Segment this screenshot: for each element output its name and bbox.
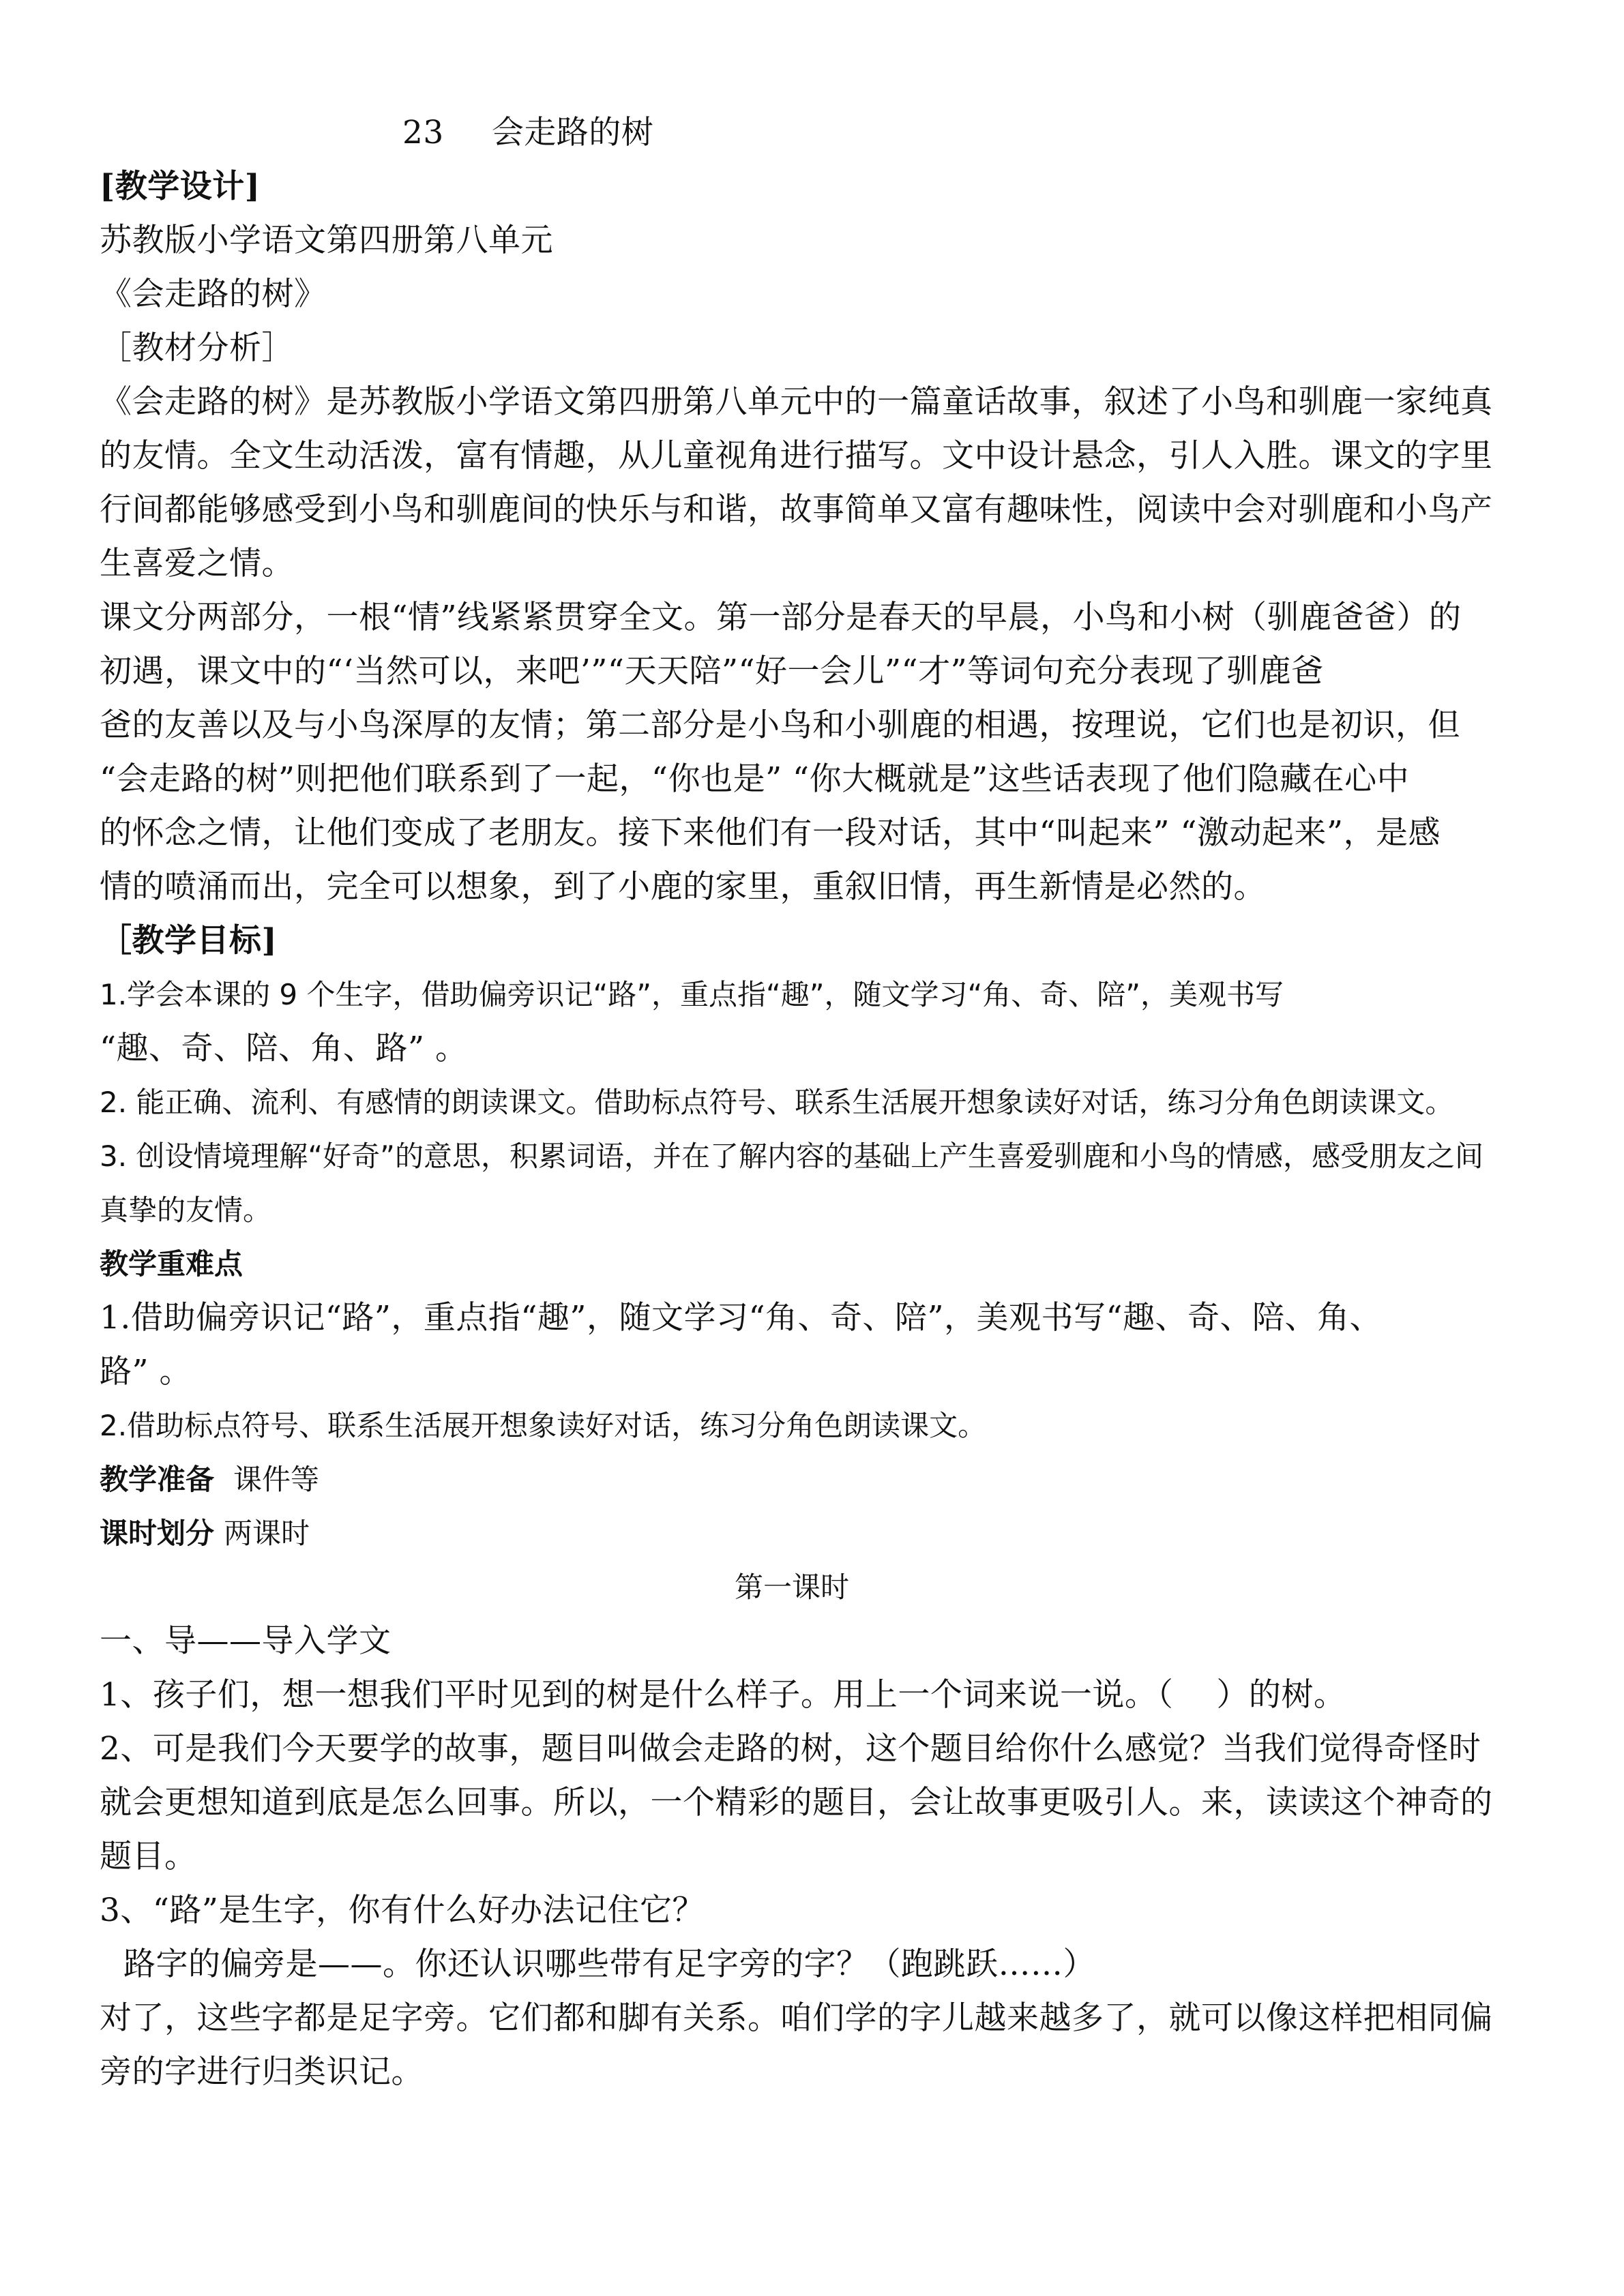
step-3-line: 3、“路”是生字，你有什么好办法记住它？ bbox=[100, 1892, 705, 1929]
document-page bbox=[100, 106, 1525, 2099]
goal-line: 真挚的友情。 bbox=[100, 1193, 272, 1227]
key-point-line: 1.借助偏旁识记“路”，重点指“趣”，随文学习“角、奇、陪”，美观书写“趣、奇、陪、角、 bbox=[100, 1299, 1383, 1337]
section-1-heading: 一、导——导入学文 bbox=[100, 1622, 392, 1660]
step-2-paragraph bbox=[100, 1722, 1525, 1883]
goal-line: “趣、奇、陪、角、路” 。 bbox=[100, 1030, 468, 1067]
paragraph-line: 题目。 bbox=[100, 1838, 197, 1875]
heading-key-points: 教学重难点 bbox=[100, 1247, 243, 1281]
title-number: 23 bbox=[402, 114, 444, 151]
paragraph-line: “会走路的树”则把他们联系到了一起，“你也是” “你大概就是”这些话表现了他们隐藏在心中 bbox=[100, 760, 1410, 798]
goal-line: 3. 创设情境理解“好奇”的意思，积累词语，并在了解内容的基础上产生喜爱驯鹿和小鸟的情感，感受朋友之间 bbox=[100, 1139, 1483, 1173]
analysis-paragraph-2 bbox=[100, 591, 1525, 914]
title-text: 会走路的树 bbox=[491, 114, 654, 151]
key-point-line: 2.借助标点符号、联系生活展开想象读好对话，练习分角色朗读课文。 bbox=[100, 1409, 987, 1442]
step-1-line: 1、孩子们，想一想我们平时见到的树是什么样子。用上一个词来说一说。（ ）的树。 bbox=[100, 1676, 1346, 1714]
key-points-list bbox=[100, 1291, 1525, 1452]
period-label: 课时划分 bbox=[100, 1517, 215, 1550]
heading-design: [教学设计] bbox=[100, 168, 261, 205]
heading-goals: ［教学目标] bbox=[100, 922, 278, 959]
key-point-line: 路” 。 bbox=[100, 1353, 192, 1390]
goal-line: 1.学会本课的 9 个生字，借助偏旁识记“路”，重点指“趣”，随文学习“角、奇、陪”，美观书写 bbox=[100, 978, 1284, 1011]
paragraph-line: 的怀念之情，让他们变成了老朋友。接下来他们有一段对话，其中“叫起来” “激动起来”，是感 bbox=[100, 814, 1441, 852]
edition-line: 苏教版小学语文第四册第八单元 bbox=[100, 222, 553, 259]
document-title bbox=[100, 106, 1525, 160]
step-3-detail-line: 路字的偏旁是——。你还认识哪些带有足字旁的字？（跑跳跃……） bbox=[123, 1945, 1095, 1983]
prep-label: 教学准备 bbox=[100, 1463, 215, 1496]
teaching-prep-line bbox=[100, 1452, 1525, 1506]
paragraph-line: 课文分两部分，一根“情”线紧紧贯穿全文。第一部分是春天的早晨，小鸟和小树（驯鹿爸爸）的 bbox=[100, 599, 1462, 636]
paragraph-line: 初遇，课文中的“‘当然可以，来吧’”“天天陪”“好一会儿”“才”等词句充分表现了驯鹿爸 bbox=[100, 653, 1324, 690]
paragraph-line: 就会更想知道到底是怎么回事。所以，一个精彩的题目，会让故事更吸引人。来，读读这个神奇的 bbox=[100, 1784, 1493, 1821]
paragraph-line: 《会走路的树》是苏教版小学语文第四册第八单元中的一篇童话故事，叙述了小鸟和驯鹿一家纯真 bbox=[100, 383, 1493, 421]
book-title-line: 《会走路的树》 bbox=[100, 275, 327, 313]
paragraph-line: 旁的字进行归类识记。 bbox=[100, 2053, 424, 2091]
paragraph-line: 的友情。全文生动活泼，富有情趣，从儿童视角进行描写。文中设计悬念，引人入胜。课文的字里 bbox=[100, 437, 1493, 475]
class-period-line bbox=[100, 1506, 1525, 1560]
paragraph-line: 生喜爱之情。 bbox=[100, 545, 294, 582]
heading-analysis: ［教材分析］ bbox=[100, 329, 294, 367]
paragraph-line: 爸的友善以及与小鸟深厚的友情；第二部分是小鸟和小驯鹿的相遇，按理说，它们也是初识，但 bbox=[100, 706, 1460, 744]
first-lesson-heading: 第一课时 bbox=[734, 1570, 849, 1604]
analysis-paragraph-1 bbox=[100, 375, 1525, 591]
period-value: 两课时 bbox=[224, 1517, 310, 1550]
paragraph-line: 行间都能够感受到小鸟和驯鹿间的快乐与和谐，故事简单又富有趣味性，阅读中会对驯鹿和小鸟产 bbox=[100, 491, 1493, 528]
paragraph-line: 对了，这些字都是足字旁。它们都和脚有关系。咱们学的字儿越来越多了，就可以像这样把相同偏 bbox=[100, 1999, 1493, 2037]
paragraph-line: 2、可是我们今天要学的故事，题目叫做会走路的树，这个题目给你什么感觉？当我们觉得奇怪时 bbox=[100, 1730, 1481, 1768]
closing-paragraph bbox=[100, 1991, 1525, 2099]
paragraph-line: 情的喷涌而出，完全可以想象，到了小鹿的家里，重叙旧情，再生新情是必然的。 bbox=[100, 868, 1266, 906]
goals-list bbox=[100, 968, 1525, 1237]
goal-line: 2. 能正确、流利、有感情的朗读课文。借助标点符号、联系生活展开想象读好对话，练习分角色朗读课文。 bbox=[100, 1086, 1454, 1119]
prep-value: 课件等 bbox=[233, 1463, 320, 1496]
